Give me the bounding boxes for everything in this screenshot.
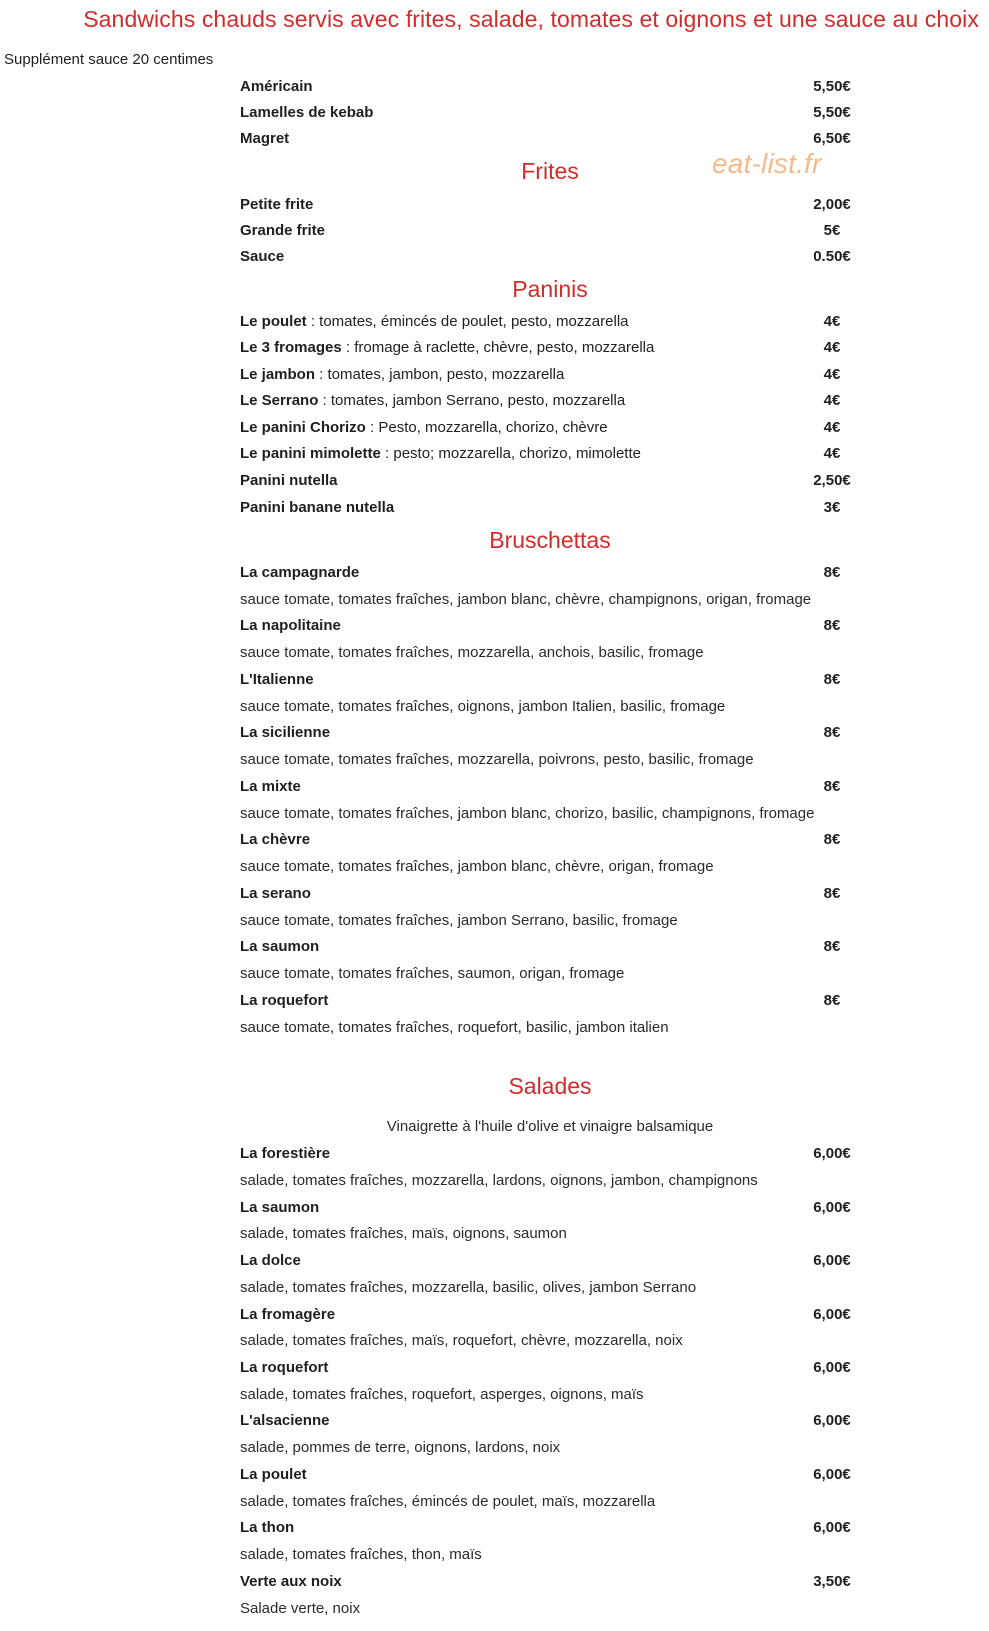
item-name: La fromagère	[240, 1306, 336, 1323]
item-name: La chèvre	[240, 831, 311, 848]
item-description-row	[240, 1383, 860, 1407]
item-price: 4€	[823, 366, 841, 383]
item-name: Verte aux noix	[240, 1573, 342, 1590]
menu-item	[240, 1249, 860, 1273]
item-description-row	[240, 641, 860, 665]
menu-item	[240, 389, 860, 413]
item-name: La sicilienne	[240, 724, 331, 741]
menu-item	[240, 336, 860, 360]
item-price: 6,00€	[813, 1359, 851, 1376]
item-name: La roquefort	[240, 992, 329, 1009]
menu-item	[240, 442, 860, 466]
item-name: Grande frite	[240, 222, 326, 239]
item-description: sauce tomate, tomates fraîches, mozzarella, anchois, basilic, fromage	[240, 644, 704, 661]
menu-item	[240, 561, 860, 585]
item-description: salade, tomates fraîches, émincés de poulet, maïs, mozzarella	[240, 1493, 656, 1510]
item-price: 6,00€	[813, 1199, 851, 1216]
section-title-paninis: Paninis	[512, 276, 588, 302]
item-description-row	[240, 1436, 860, 1460]
item-name	[240, 442, 641, 466]
item-name: La thon	[240, 1519, 295, 1536]
item-name: L'Italienne	[240, 671, 314, 688]
menu-item	[240, 935, 860, 959]
item-description: salade, pommes de terre, oignons, lardons, noix	[240, 1439, 561, 1456]
item-price: 4€	[823, 445, 841, 462]
item-price: 4€	[823, 419, 841, 436]
item-price: 6,00€	[813, 1412, 851, 1429]
menu-item	[240, 1409, 860, 1433]
item-description: : fromage à raclette, chèvre, pesto, mozzarella	[341, 339, 655, 356]
item-price: 6,00€	[813, 1306, 851, 1323]
item-title: Le 3 fromages	[240, 339, 342, 356]
item-description-row	[240, 748, 860, 772]
item-name: La mixte	[240, 778, 301, 795]
item-description-row	[240, 855, 860, 879]
menu-item	[240, 1356, 860, 1380]
item-name: La saumon	[240, 938, 320, 955]
menu-item	[240, 469, 860, 493]
item-name: L'alsacienne	[240, 1412, 330, 1429]
item-description-row	[240, 1329, 860, 1353]
item-name: Américain	[240, 78, 313, 95]
item-name: La serano	[240, 885, 311, 902]
watermark: eat-list.fr	[712, 148, 822, 179]
item-description: salade, tomates fraîches, thon, maïs	[240, 1546, 482, 1563]
item-price: 4€	[823, 392, 841, 409]
item-price: 8€	[823, 938, 841, 955]
item-title: Le panini Chorizo	[240, 419, 366, 436]
menu-item	[240, 828, 860, 852]
menu-title: Sandwichs chauds servis avec frites, salade, tomates et oignons et une sauce au choix	[83, 6, 979, 32]
item-name: Sauce	[240, 248, 285, 265]
item-price: 8€	[823, 724, 841, 741]
item-description: sauce tomate, tomates fraîches, jambon blanc, chèvre, champignons, origan, fromage	[240, 591, 812, 608]
item-price: 4€	[823, 339, 841, 356]
item-name: La poulet	[240, 1466, 307, 1483]
item-description: salade, tomates fraîches, maïs, oignons, saumon	[240, 1225, 567, 1242]
menu-item	[240, 1463, 860, 1487]
menu-item	[240, 101, 860, 125]
item-price: 2,00€	[813, 196, 851, 213]
item-description-row	[240, 1543, 860, 1567]
item-description-row	[240, 1597, 860, 1621]
item-price: 5€	[823, 222, 841, 239]
item-name	[240, 310, 629, 334]
item-description: : Pesto, mozzarella, chorizo, chèvre	[365, 419, 608, 436]
item-description: salade, tomates fraîches, roquefort, asperges, oignons, maïs	[240, 1386, 644, 1403]
item-price: 8€	[823, 564, 841, 581]
item-name: Lamelles de kebab	[240, 104, 374, 121]
item-description: : tomates, jambon Serrano, pesto, mozzarella	[318, 392, 626, 409]
item-description-row	[240, 1222, 860, 1246]
menu-item	[240, 127, 860, 151]
item-description: salade, tomates fraîches, mozzarella, lardons, oignons, jambon, champignons	[240, 1172, 758, 1189]
menu-item	[240, 1303, 860, 1327]
item-price: 4€	[823, 313, 841, 330]
section-title-salades: Salades	[508, 1073, 592, 1099]
menu-item	[240, 245, 860, 269]
menu-item	[240, 363, 860, 387]
item-name	[240, 363, 564, 387]
menu-item	[240, 882, 860, 906]
menu-item	[240, 1142, 860, 1166]
menu-item	[240, 75, 860, 99]
item-description: Salade verte, noix	[240, 1600, 361, 1617]
item-description: sauce tomate, tomates fraîches, roquefort, basilic, jambon italien	[240, 1019, 669, 1036]
item-title: Le Serrano	[240, 392, 319, 409]
item-price: 5,50€	[813, 78, 851, 95]
item-description: sauce tomate, tomates fraîches, jambon blanc, chèvre, origan, fromage	[240, 858, 714, 875]
menu-item	[240, 614, 860, 638]
item-name: Magret	[240, 130, 290, 147]
item-price: 5,50€	[813, 104, 851, 121]
item-description: sauce tomate, tomates fraîches, saumon, origan, fromage	[240, 965, 625, 982]
item-description: sauce tomate, tomates fraîches, jambon Serrano, basilic, fromage	[240, 912, 678, 929]
menu-item	[240, 989, 860, 1013]
item-description-row	[240, 962, 860, 986]
item-description: sauce tomate, tomates fraîches, oignons, jambon Italien, basilic, fromage	[240, 698, 726, 715]
item-description: salade, tomates fraîches, mozzarella, basilic, olives, jambon Serrano	[240, 1279, 697, 1296]
item-title: Le panini mimolette	[240, 445, 381, 462]
item-description-row	[240, 1169, 860, 1193]
item-name: Panini nutella	[240, 472, 338, 489]
item-description-row	[240, 1276, 860, 1300]
item-price: 8€	[823, 617, 841, 634]
item-title: Le jambon	[240, 366, 316, 383]
item-price: 8€	[823, 992, 841, 1009]
menu-item	[240, 310, 860, 334]
item-price: 3,50€	[813, 1573, 851, 1590]
item-price: 8€	[823, 831, 841, 848]
item-description: : pesto; mozzarella, chorizo, mimolette	[380, 445, 641, 462]
menu-item	[240, 668, 860, 692]
item-price: 6,00€	[813, 1466, 851, 1483]
item-description: : tomates, jambon, pesto, mozzarella	[315, 366, 565, 383]
menu-item	[240, 721, 860, 745]
salades-note: Vinaigrette à l'huile d'olive et vinaigre balsamique	[386, 1118, 714, 1135]
section-title-bruschettas: Bruschettas	[489, 527, 611, 553]
item-description-row	[240, 588, 860, 612]
item-price: 3€	[823, 499, 841, 516]
item-price: 8€	[823, 671, 841, 688]
sauce-supplement-note: Supplément sauce 20 centimes	[4, 51, 214, 68]
item-name: La forestière	[240, 1145, 331, 1162]
item-price: 8€	[823, 885, 841, 902]
item-description-row	[240, 802, 860, 826]
menu-item	[240, 496, 860, 520]
menu-item	[240, 219, 860, 243]
item-description-row	[240, 1490, 860, 1514]
item-name: La dolce	[240, 1252, 301, 1269]
item-price: 8€	[823, 778, 841, 795]
item-name: La roquefort	[240, 1359, 329, 1376]
item-name: Petite frite	[240, 196, 314, 213]
item-description-row	[240, 909, 860, 933]
item-description-row	[240, 1016, 860, 1040]
item-name: La campagnarde	[240, 564, 360, 581]
item-price: 6,00€	[813, 1145, 851, 1162]
item-price: 2,50€	[813, 472, 851, 489]
item-name	[240, 389, 625, 413]
item-name: Panini banane nutella	[240, 499, 395, 516]
item-name	[240, 416, 608, 440]
menu-item	[240, 1196, 860, 1220]
item-description: sauce tomate, tomates fraîches, jambon blanc, chorizo, basilic, champignons, fromage	[240, 805, 815, 822]
item-price: 0.50€	[813, 248, 851, 265]
item-description-row	[240, 695, 860, 719]
menu-item	[240, 1570, 860, 1594]
menu-item	[240, 193, 860, 217]
item-name: La napolitaine	[240, 617, 341, 634]
item-price: 6,00€	[813, 1519, 851, 1536]
item-description: salade, tomates fraîches, maïs, roquefort, chèvre, mozzarella, noix	[240, 1332, 683, 1349]
section-title-frites: Frites	[521, 158, 579, 184]
item-name	[240, 336, 654, 360]
item-name: La saumon	[240, 1199, 320, 1216]
menu-item	[240, 416, 860, 440]
menu-item	[240, 775, 860, 799]
item-description: sauce tomate, tomates fraîches, mozzarella, poivrons, pesto, basilic, fromage	[240, 751, 754, 768]
item-price: 6,50€	[813, 130, 851, 147]
menu-item	[240, 1516, 860, 1540]
item-price: 6,00€	[813, 1252, 851, 1269]
item-description: : tomates, émincés de poulet, pesto, mozzarella	[306, 313, 629, 330]
item-title: Le poulet	[240, 313, 307, 330]
